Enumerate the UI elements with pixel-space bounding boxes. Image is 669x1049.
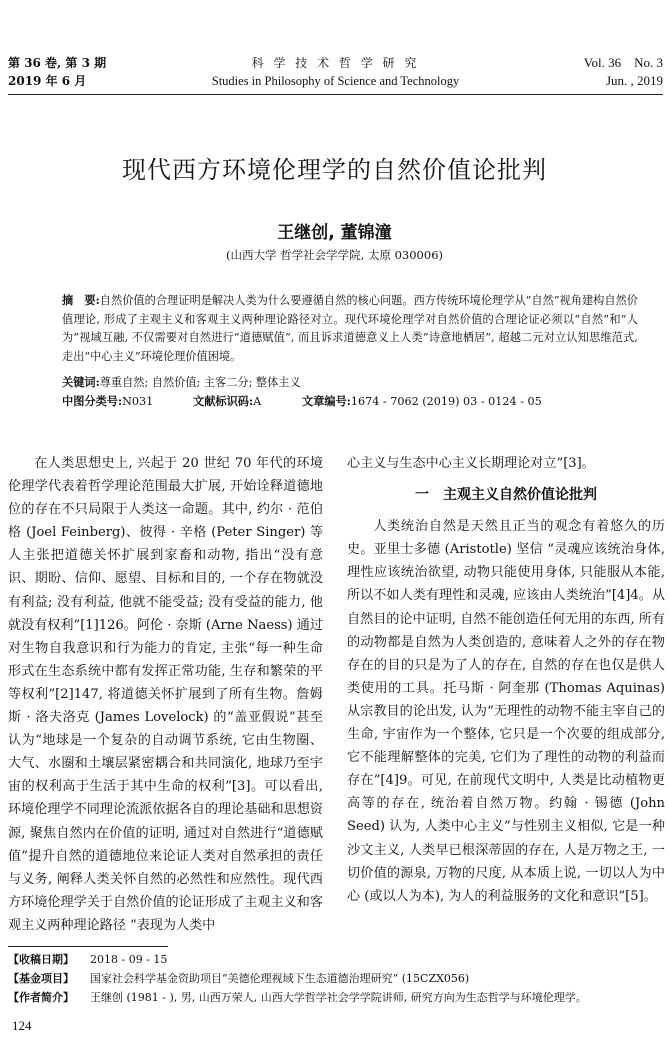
footnote-fund <box>8 971 663 987</box>
section-heading: 一 主观主义自然价值论批判 <box>415 487 597 504</box>
author-affiliation: (山西大学 哲学社会学学院, 太原 030006) <box>226 248 443 262</box>
footnote-author <box>8 990 663 1006</box>
received-date: 2018 - 09 - 15 <box>90 953 168 966</box>
date-en: Jun. , 2019 <box>605 73 663 88</box>
classification-line <box>62 392 638 411</box>
author-bio-text: 王继创 (1981 - ), 男, 山西万荣人, 山西大学哲学社会学学院讲师, 研究方向为生态哲学与环境伦理学。 <box>90 991 587 1004</box>
article-authors: 王继创, 董锦潼 <box>277 223 392 243</box>
journal-name-en: Studies in Philosophy of Science and Technology <box>211 74 460 88</box>
doc-code-label: 文献标识码: <box>193 394 254 408</box>
footnote-rule <box>8 946 168 947</box>
doc-code-field <box>193 392 302 411</box>
journal-name-cn: 科 学 技 术 哲 学 研 究 <box>251 56 420 70</box>
body-left-column <box>8 452 323 937</box>
keywords-label: 关键词: <box>62 375 100 389</box>
clc-label: 中图分类号: <box>62 394 123 408</box>
clc-field <box>62 392 193 411</box>
fund-label: 【基金项目】 <box>8 972 74 985</box>
header-right <box>584 54 663 90</box>
abstract-text: 自然价值的合理证明是解决人类为什么要遵循自然的核心问题。西方传统环境伦理学从“自然”视角建构自然价值理论, 形成了主观主义和客观主义两种理论路径对立。现代环境伦理学对自然价值的合理论证必须以“自然”和“人为”视域互融, 不仅需要对自然进行“道德赋值”, 而且诉求道德意义上人类“诗意地栖居”, 超越二元对立认知思维范式, 走出“中心主义”环境伦理价值困境。 <box>62 294 638 363</box>
body-paragraph: 人类统治自然是天然且正当的观念有着悠久的历史。亚里士多德 (Aristotle) 坚信 “灵魂应该统治身体, 理性应该统治欲望, 动物只能使用身体, 只能服从本能, 所以不如人类有理性和灵魂, 应该由人类统治”[4]4。从自然目的论中证明, 自然不能创造任何无用的东西, 所有的动物都是自然为人类创造的, 意味着人之外的存在物存在的目的只是为了人的存在, 自然的存在也仅是供人类使用的工具。托马斯 · 阿奎那 (Thomas Aquinas) 从宗教目的论出发, 认为“无理性的动物不能主宰自己的生命, 宇宙作为一个整体, 它只是一个次要的组成部分, 它不能理解整体的完美, 它们为了理性的动物的利益而存在”[4]9。可见, 在前现代文明中, 人类是比动植物更高等的存在, 统治着自然万物。约翰 · 锡德 (John Seed) 认为, 人类中心主义“与性别主义相似, 它是一种沙文主义, 人类早已根深蒂固的存在, 人是万物之王, 一切价值的源泉, 万物的尺度, 从本质上说, 一切以人为中心 (或以人为本), 为人的利益服务的文化和意识”[5]。 <box>347 519 665 904</box>
body-paragraph: 在人类思想史上, 兴起于 20 世纪 70 年代的环境伦理学代表着哲学理论范围最大扩展, 开始诠释道德地位的存在不只局限于人类这一命题。其中, 约尔 · 范伯格 (Joel Feinberg)、彼得 · 辛格 (Peter Singer) 等人主张把道德关怀扩展到家畜和动物, 指出“没有意识、期盼、信仰、愿望、目标和目的, 一个存在物就没有利益; 没有利益, 他就不能受益; 没有受益的能力, 他就没有权利”[1]126。阿伦 · 奈斯 (Arne Naess) 通过对生物自我意识和行为能力的肯定, 主张“每一种生命形式在生态系统中都有发挥正常功能, 生存和繁荣的平等权利”[2]147, 将道德关怀扩展到了所有生物。詹姆斯 · 洛夫洛克 (James Lovelock) 的“盖亚假说”甚至认为“地球是一个复杂的自动调节系统, 它由生物圈、大气、水圈和土壤层紧密耦合和共同演化, 地球乃至宇宙的权利高于生活于其中生命的权利”[3]。可以看出, 环境伦理学不同理论流派依据各自的理论基础和思想资源, 聚焦自然内在价值的证明, 通过对自然进行“道德赋值”提升自然的道德地位来论证人类对自然承担的责任与义务, 阐释人类关怀自然的必然性和应然性。现代西方环境伦理学关于自然价值的论证形成了主观主义和客观主义两种理论路径 “表现为人类中 <box>8 456 323 933</box>
abstract <box>62 291 638 366</box>
received-label: 【收稿日期】 <box>8 953 74 966</box>
fund-text: 国家社会科学基金资助项目“美德伦理视域下生态道德治理研究” (15CZX056) <box>90 972 470 985</box>
clc-value: N031 <box>122 395 154 408</box>
volume-issue-cn: 第 36 卷, 第 3 期 <box>8 56 107 70</box>
footnote-received <box>8 952 663 968</box>
page-number: 124 <box>12 1018 32 1033</box>
volume-issue-en: Vol. 36 No. 3 <box>583 55 663 70</box>
header-center <box>8 54 663 90</box>
keywords <box>62 373 638 392</box>
body-paragraph-continued: 心主义与生态中心主义长期理论对立”[3]。 <box>347 456 595 471</box>
article-title: 现代西方环境伦理学的自然价值论批判 <box>122 156 547 184</box>
article-number-field <box>302 392 542 411</box>
abstract-label: 摘 要: <box>62 293 100 307</box>
article-number-value: 1674 - 7062 (2019) 03 - 0124 - 05 <box>350 395 542 408</box>
body-right-column <box>347 452 665 908</box>
running-header <box>8 54 663 94</box>
keywords-text: 尊重自然; 自然价值; 主客二分; 整体主义 <box>99 376 301 389</box>
author-bio-label: 【作者简介】 <box>8 991 74 1004</box>
date-cn: 2019 年 6 月 <box>8 74 87 88</box>
header-rule <box>8 94 663 95</box>
article-number-label: 文章编号: <box>302 394 351 408</box>
doc-code-value: A <box>253 395 262 408</box>
